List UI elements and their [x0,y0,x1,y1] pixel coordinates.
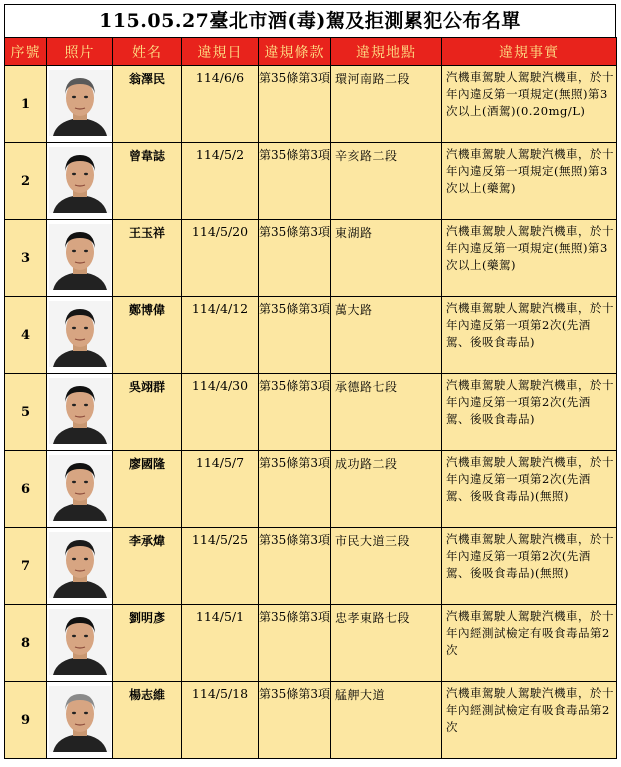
violation-fact: 汽機車駕駛人駕駛汽機車，於十年內違反第一項第2次(先酒駕、後吸食毒品)(無照) [442,528,617,605]
row-number: 7 [5,528,47,605]
header-name: 姓名 [113,38,182,66]
offender-name: 廖國隆 [113,451,182,528]
violation-location: 萬大路 [331,297,442,374]
portrait-photo [49,532,111,598]
violation-fact: 汽機車駕駛人駕駛汽機車，於十年內違反第一項規定(無照)第3次以上(藥駕) [442,220,617,297]
table-row [5,451,617,528]
violation-law: 第35條第3項 [259,682,331,759]
violation-date: 114/5/18 [182,682,259,759]
violation-law: 第35條第3項 [259,451,331,528]
offender-name: 李承煒 [113,528,182,605]
violation-location: 承德路七段 [331,374,442,451]
header-law: 違規條款 [259,38,331,66]
violation-law: 第35條第3項 [259,297,331,374]
portrait-photo [49,224,111,290]
offender-name: 吳翊群 [113,374,182,451]
violation-date: 114/4/12 [182,297,259,374]
violation-date: 114/5/25 [182,528,259,605]
portrait-photo [49,301,111,367]
violation-law: 第35條第3項 [259,528,331,605]
portrait-photo [49,609,111,675]
violation-location: 成功路二段 [331,451,442,528]
violation-location: 環河南路二段 [331,66,442,143]
violation-date: 114/5/7 [182,451,259,528]
table-row [5,605,617,682]
violation-date: 114/5/20 [182,220,259,297]
portrait-photo [49,455,111,521]
offender-table [4,37,617,759]
table-row [5,297,617,374]
portrait-photo [49,147,111,213]
row-number: 1 [5,66,47,143]
violation-fact: 汽機車駕駛人駕駛汽機車，於十年內違反第一項第2次(先酒駕、後吸食毒品) [442,297,617,374]
row-number: 8 [5,605,47,682]
violation-location: 忠孝東路七段 [331,605,442,682]
page-title: 115.05.27臺北市酒(毒)駕及拒測累犯公布名單 [4,4,616,37]
table-row [5,682,617,759]
table-row [5,220,617,297]
offender-name: 王玉祥 [113,220,182,297]
violation-law: 第35條第3項 [259,605,331,682]
table-row [5,143,617,220]
violation-fact: 汽機車駕駛人駕駛汽機車，於十年內違反第一項規定(無照)第3次以上(酒駕)(0.20mg/L) [442,66,617,143]
violation-fact: 汽機車駕駛人駕駛汽機車，於十年內違反第一項規定(無照)第3次以上(藥駕) [442,143,617,220]
offender-name: 翁澤民 [113,66,182,143]
violation-law: 第35條第3項 [259,220,331,297]
header-row [5,38,617,66]
row-number: 9 [5,682,47,759]
photo-cell [47,374,113,451]
portrait-photo [49,686,111,752]
offender-name: 曾韋誌 [113,143,182,220]
violation-fact: 汽機車駕駛人駕駛汽機車，於十年內經測試檢定有吸食毒品第2次 [442,605,617,682]
announcement-sheet [4,4,616,759]
table-row [5,66,617,143]
row-number: 6 [5,451,47,528]
offender-name: 楊志維 [113,682,182,759]
violation-law: 第35條第3項 [259,374,331,451]
violation-date: 114/6/6 [182,66,259,143]
header-no: 序號 [5,38,47,66]
violation-date: 114/5/2 [182,143,259,220]
row-number: 3 [5,220,47,297]
header-location: 違規地點 [331,38,442,66]
offender-name: 鄭博偉 [113,297,182,374]
violation-date: 114/5/1 [182,605,259,682]
portrait-photo [49,70,111,136]
photo-cell [47,682,113,759]
photo-cell [47,66,113,143]
photo-cell [47,605,113,682]
violation-location: 市民大道三段 [331,528,442,605]
portrait-photo [49,378,111,444]
photo-cell [47,451,113,528]
violation-fact: 汽機車駕駛人駕駛汽機車，於十年內違反第一項第2次(先酒駕、後吸食毒品) [442,374,617,451]
violation-location: 東湖路 [331,220,442,297]
table-row [5,374,617,451]
violation-location: 辛亥路二段 [331,143,442,220]
table-row [5,528,617,605]
row-number: 2 [5,143,47,220]
photo-cell [47,528,113,605]
violation-fact: 汽機車駕駛人駕駛汽機車，於十年內經測試檢定有吸食毒品第2次 [442,682,617,759]
offender-name: 劉明彥 [113,605,182,682]
violation-law: 第35條第3項 [259,66,331,143]
photo-cell [47,220,113,297]
header-fact: 違規事實 [442,38,617,66]
violation-location: 艋舺大道 [331,682,442,759]
header-photo: 照片 [47,38,113,66]
header-date: 違規日 [182,38,259,66]
photo-cell [47,297,113,374]
row-number: 5 [5,374,47,451]
violation-date: 114/4/30 [182,374,259,451]
violation-law: 第35條第3項 [259,143,331,220]
row-number: 4 [5,297,47,374]
violation-fact: 汽機車駕駛人駕駛汽機車，於十年內違反第一項第2次(先酒駕、後吸食毒品)(無照) [442,451,617,528]
photo-cell [47,143,113,220]
